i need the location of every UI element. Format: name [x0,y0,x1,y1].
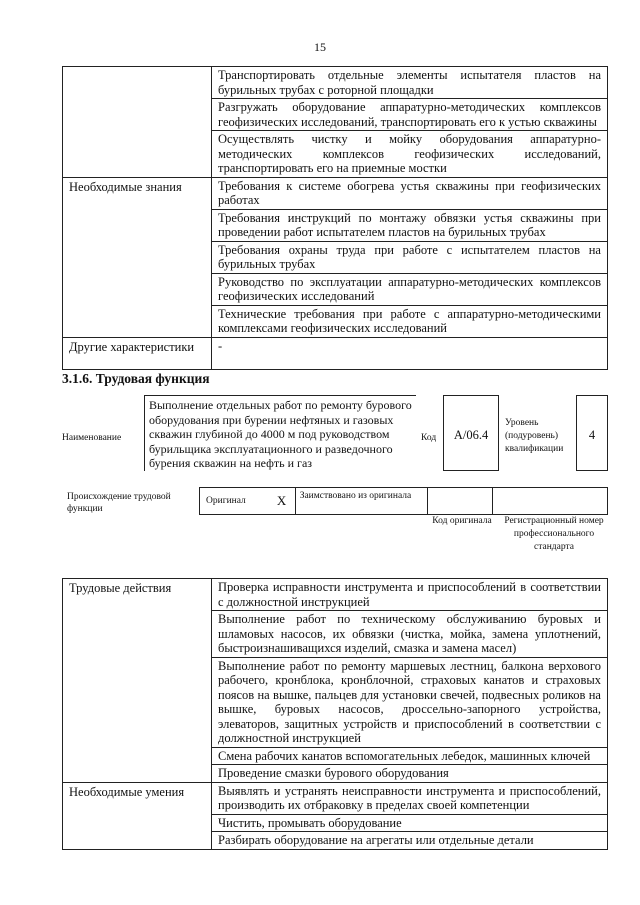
level-label: Уровень (подуровень) квалификации [505,418,564,454]
original-mark: Х [269,488,296,515]
table-cell: Транспортировать отдельные элементы испытателя пластов на бурильных трубах с роторной площадки [212,67,608,99]
table-cell: Требования инструкций по монтажу обвязки устья скважины при проведении работ испытателем пластов на бурильных трубах [212,209,608,241]
table-cell: Разбирать оборудование на агрегаты или отдельные детали [212,832,608,850]
table-cell: Технические требования при работе с аппаратурно-методическими комплексами геофизических исследований [212,305,608,337]
row-label-actions: Трудовые действия [63,579,212,783]
table-cell: Требования к системе обогрева устья скважины при геофизических работах [212,177,608,209]
origin-code-cell [427,488,492,515]
table-cell: Проверка исправности инструмента и приспособлений в соответствии с должностной инструкцией [212,579,608,611]
code-label: Код [421,433,437,443]
name-label: Наименование [62,433,122,443]
table-cell: Руководство по эксплуатации аппаратурно-методических комплексов геофизических исследований [212,273,608,305]
reg-caption: Регистрационный номер профессионального стандарта [504,516,604,552]
row-label [63,67,212,178]
row-label-other: Другие характеристики [63,337,212,369]
table-row [63,177,608,209]
table-cell: Разгружать оборудование аппаратурно-методических комплексов геофизических исследований, транспортировать его к устью скважины [212,99,608,131]
original-label: Оригинал [200,488,269,515]
table-cell: Выполнение работ по ремонту маршевых лестниц, балкона верхового рабочего, кронблока, кронблочной, страховых канатов и страховых поясов на вышке, пальцев для установки свечей, подвесных роликов на вышке, буровых насосов, дроссельно-запорного устройства, элеваторов, защитных устройств и приспособлений в соответствии с должностной инструкцией [212,657,608,747]
origin-table [199,487,608,515]
table-cell: Осуществлять чистку и мойку оборудования аппаратурно-методических комплексов геофизических исследований, транспортировать его на приемные мостки [212,131,608,178]
table-row [63,579,608,611]
table-cell: - [212,337,608,369]
origin-label: Происхождение трудовой функции [67,492,171,514]
table-cell: Выполнение работ по техническому обслуживанию буровых и шламовых насосов, их обвязки (чистка, мойка, замена уплотнений, быстроизнашиващихся изделий, смазка и замена масел) [212,611,608,658]
table-cell: Выявлять и устранять неисправности инструмента и приспособлений, производить их отбраковку в пределах своей компетенции [212,782,608,814]
code-value: А/06.4 [443,395,499,471]
page-number: 15 [314,40,326,54]
table-row [63,782,608,814]
origin-reg-cell [493,488,608,515]
table-cell: Смена рабочих канатов вспомогательных лебедок, машинных ключей [212,747,608,765]
row-label-knowledge: Необходимые знания [63,177,212,337]
work-actions-table [62,578,608,850]
skills-knowledge-table [62,66,608,370]
row-label-skills: Необходимые умения [63,782,212,849]
code-caption: Код оригинала [432,516,492,526]
table-cell: Проведение смазки бурового оборудования [212,765,608,783]
section-heading: 3.1.6. Трудовая функция [62,371,210,386]
function-name: Выполнение отдельных работ по ремонту бурового оборудования при бурении нефтяных и газовых скважин глубиной до 4000 м под руководством бурильщика эксплуатационного и разведочного бурения скважин на нефть и газ [144,395,416,471]
level-value: 4 [576,395,608,471]
table-row [63,337,608,369]
table-row [63,67,608,99]
borrowed-label: Заимствовано из оригинала [295,488,427,515]
table-cell: Требования охраны труда при работе с испытателем пластов на бурильных трубах [212,241,608,273]
table-cell: Чистить, промывать оборудование [212,814,608,832]
